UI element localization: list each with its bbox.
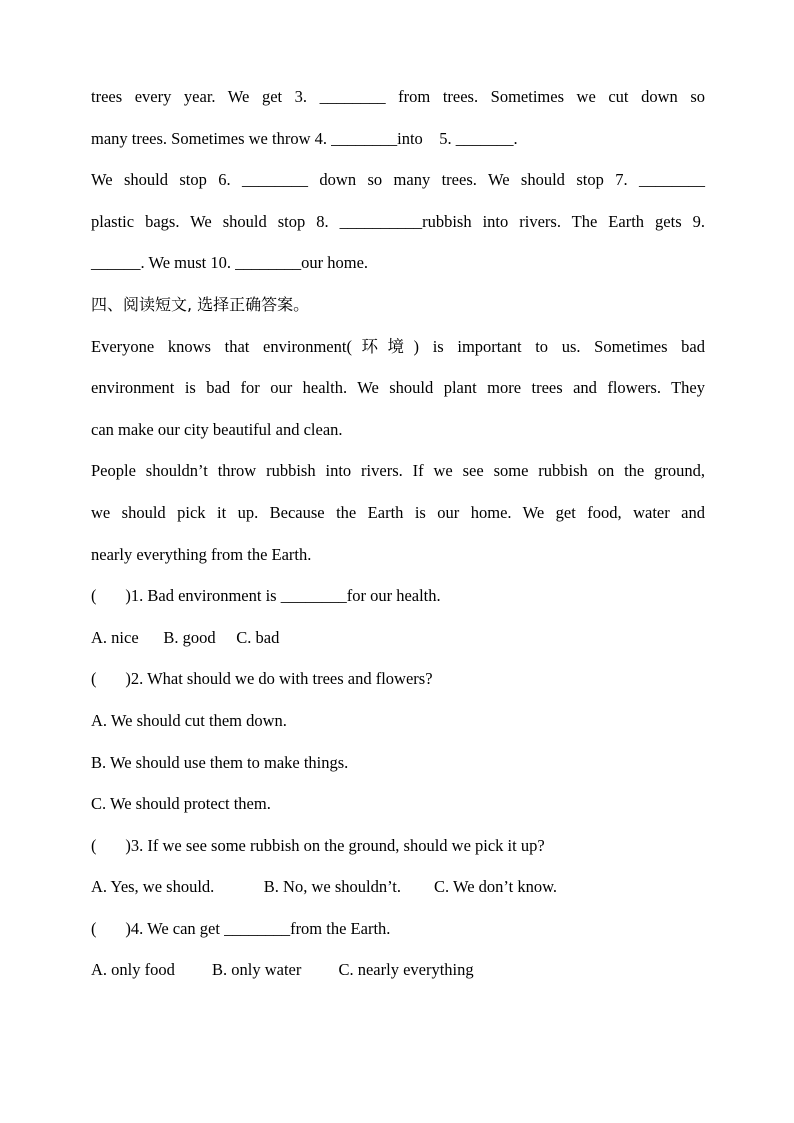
reading-line: Everyone knows that environment(环境) is important to us. Sometimes bad [91,336,705,356]
passage-line: ______. We must 10. ________our home. [91,253,369,273]
question-stem: ( )2. What should we do with trees and flowers? [91,669,433,689]
question-options: A. nice B. good C. bad [91,627,280,647]
passage-line: many trees. Sometimes we throw 4. ________into 5. _______. [91,128,518,148]
reading-line: environment is bad for our health. We should plant more trees and flowers. They [91,378,705,398]
question-options: A. only food B. only water C. nearly everything [91,960,474,980]
passage-line: trees every year. We get 3. ________ from trees. Sometimes we cut down so [91,87,705,106]
option-c: C. We should protect them. [91,794,271,814]
question-stem: ( )1. Bad environment is ________for our health. [91,586,441,606]
question-stem: ( )4. We can get ________from the Earth. [91,918,391,938]
option-b: B. We should use them to make things. [91,752,349,772]
question-options: A. Yes, we should. B. No, we shouldn’t. C. We don’t know. [91,877,558,897]
section-heading: 四、阅读短文, 选择正确答案。 [91,294,310,314]
option-a: A. We should cut them down. [91,710,287,730]
reading-line: nearly everything from the Earth. [91,544,312,564]
passage-line: plastic bags. We should stop 8. __________rubbish into rivers. The Earth gets 9. [91,211,705,231]
reading-line: People shouldn’t throw rubbish into rivers. If we see some rubbish on the ground, [91,461,705,481]
passage-line: We should stop 6. ________ down so many trees. We should stop 7. ________ [91,170,705,190]
reading-line: we should pick it up. Because the Earth is our home. We get food, water and [91,502,705,522]
question-stem: ( )3. If we see some rubbish on the ground, should we pick it up? [91,835,545,855]
reading-line: can make our city beautiful and clean. [91,419,343,439]
worksheet-page [91,76,705,991]
